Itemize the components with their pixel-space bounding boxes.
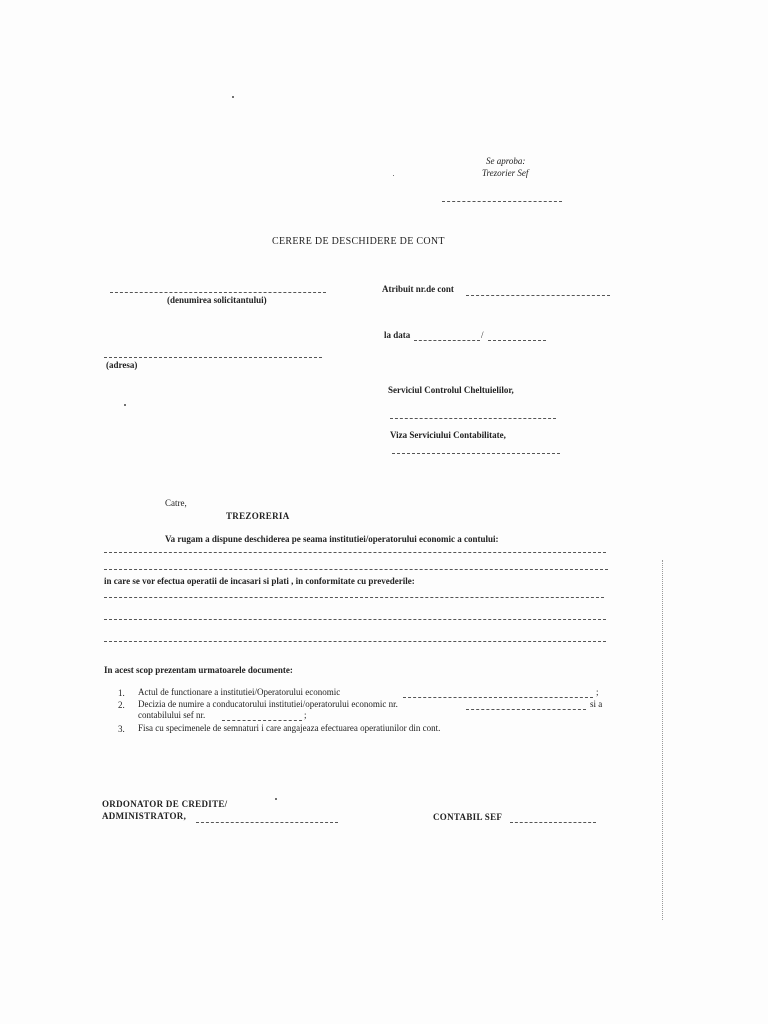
accounting-visa-signature-line xyxy=(392,453,560,454)
list-item-fill-line xyxy=(403,697,593,698)
date-separator: / xyxy=(481,330,484,340)
addressee-to-label: Catre, xyxy=(165,498,187,508)
request-fill-line-2 xyxy=(104,569,608,570)
address-caption: (adresa) xyxy=(106,360,138,370)
list-item-number: 1. xyxy=(118,688,125,698)
request-fill-line-1 xyxy=(104,552,606,553)
list-item-fill-line xyxy=(222,720,302,721)
date-line-year xyxy=(488,340,546,341)
address-line xyxy=(104,357,322,358)
list-item-end: ; xyxy=(304,710,307,720)
request-intro: Va rugam a dispune deschiderea pe seama institutiei/operatorului economic a contului: xyxy=(165,534,499,544)
applicant-name-caption: (denumirea solicitantului) xyxy=(167,295,267,305)
accounting-visa-label: Viza Serviciului Contabilitate, xyxy=(390,430,506,440)
list-item-end: si a xyxy=(590,699,603,709)
list-item: Fisa cu specimenele de semnaturi i care angajeaza efectuarea operatiunilor din cont. xyxy=(138,723,441,733)
ordonator-label-line2: ADMINISTRATOR, xyxy=(102,811,187,821)
list-item-number: 3. xyxy=(118,724,125,734)
date-label: la data xyxy=(384,330,411,340)
scan-edge-line xyxy=(662,560,663,920)
approval-role: Trezorier Sef xyxy=(482,168,529,178)
expense-control-signature-line xyxy=(390,418,556,419)
account-number-line xyxy=(466,295,610,296)
document-title: CERERE DE DESCHIDERE DE CONT xyxy=(272,236,445,247)
list-item: Decizia de numire a conducatorului institutiei/operatorului economic nr. xyxy=(138,699,398,709)
account-number-label: Atribuit nr.de cont xyxy=(382,284,454,294)
scan-speck xyxy=(232,96,234,98)
provisions-fill-line-1 xyxy=(104,597,604,598)
date-line-day xyxy=(414,340,480,341)
list-item-end: ; xyxy=(596,687,599,697)
addressee-name: TREZORERIA xyxy=(226,511,290,521)
provisions-fill-line-2 xyxy=(104,619,606,620)
applicant-name-line xyxy=(110,292,326,293)
expense-control-label: Serviciul Controlul Cheltuielilor, xyxy=(388,385,514,395)
list-item: Actul de functionare a institutiei/Operatorului economic xyxy=(138,687,341,697)
list-item-fill-line xyxy=(466,709,586,710)
ordonator-signature-line xyxy=(196,822,338,823)
provisions-fill-line-3 xyxy=(104,641,606,642)
documents-intro: In acest scop prezentam urmatoarele documente: xyxy=(104,665,293,675)
scan-speck xyxy=(393,175,394,176)
scan-speck xyxy=(124,404,126,406)
approval-label: Se aproba: xyxy=(486,156,526,166)
list-item-continuation: contabilului sef nr. xyxy=(138,710,206,720)
scan-speck xyxy=(275,798,277,800)
approval-signature-line xyxy=(442,201,562,202)
chief-accountant-label: CONTABIL SEF xyxy=(433,812,503,822)
ordonator-label-line1: ORDONATOR DE CREDITE/ xyxy=(102,799,228,809)
operations-statement: in care se vor efectua operatii de incasari si plati , in conformitate cu prevederile: xyxy=(104,576,415,586)
chief-accountant-signature-line xyxy=(510,822,596,823)
list-item-number: 2. xyxy=(118,700,125,710)
